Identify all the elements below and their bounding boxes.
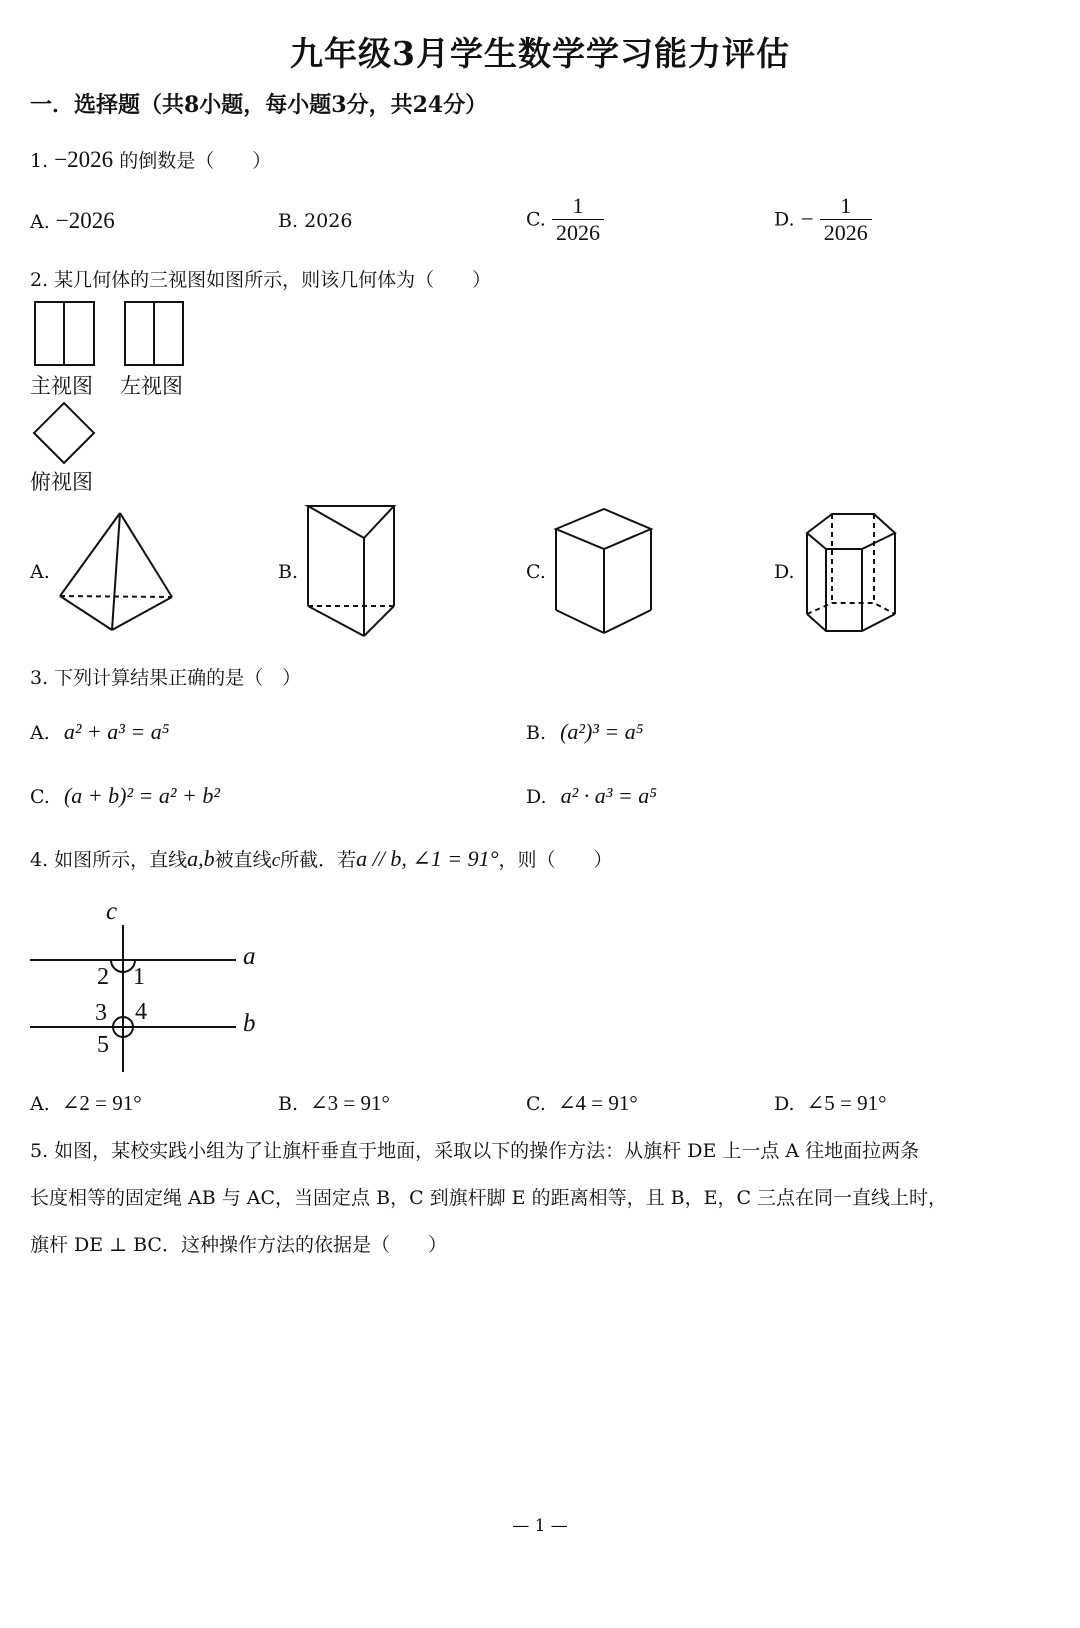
question-5-line-2: 长度相等的固定绳 AB 与 AC，当固定点 B，C 到旗杆脚 E 的距离相等，且 B，E，C 三点在同一直线上时， xyxy=(30,1187,948,1209)
line-name: c xyxy=(271,850,281,871)
option-letter: B. xyxy=(278,210,299,232)
front-view-figure xyxy=(35,302,94,365)
question-text: ，则（ ） xyxy=(498,849,613,871)
line-names: a,b xyxy=(187,846,215,871)
option-value: 2026 xyxy=(304,210,353,232)
question-text: 4. 如图所示，直线 xyxy=(30,849,188,871)
option-expr: a² · a³ = a⁵ xyxy=(560,783,657,808)
question-2: 2. 某几何体的三视图如图所示，则该几何体为（ ） xyxy=(30,269,492,291)
option-letter: A. xyxy=(30,722,50,744)
option-letter: D. xyxy=(774,208,795,231)
q4-option-c[interactable] xyxy=(526,1091,638,1116)
page-number: — 1 — xyxy=(512,1516,568,1536)
question-5-line-3: 旗杆 DE ⊥ BC．这种操作方法的依据是（ ） xyxy=(30,1234,447,1256)
option-expr: ∠2 = 91° xyxy=(61,1091,142,1115)
option-expr: ∠4 = 91° xyxy=(557,1091,638,1115)
figure-label-c: c xyxy=(106,898,118,925)
q4-option-d[interactable] xyxy=(774,1091,887,1116)
question-number: 1. xyxy=(30,150,49,172)
q4-lines-figure xyxy=(30,925,236,1072)
option-letter: B. xyxy=(526,722,547,744)
question-5 xyxy=(30,1128,1040,1269)
fraction-numerator: 1 xyxy=(820,193,872,220)
option-letter: A. xyxy=(30,211,50,233)
option-b-prism xyxy=(308,506,394,636)
question-3: 3. 下列计算结果正确的是（ ） xyxy=(30,667,302,689)
fraction-numerator: 1 xyxy=(552,193,604,220)
q3-option-d[interactable] xyxy=(526,783,657,809)
q2-option-c[interactable]: C. xyxy=(526,561,546,583)
question-5-line-1: 5. 如图，某校实践小组为了让旗杆垂直于地面，采取以下的操作方法：从旗杆 DE 上一点 A 往地面拉两条 xyxy=(30,1140,920,1162)
q2-option-b[interactable]: B. xyxy=(278,561,299,583)
q2-option-d[interactable]: D. xyxy=(774,561,795,583)
question-expr: −2026 xyxy=(54,147,114,172)
option-letter: D. xyxy=(774,1093,795,1115)
option-expr: ∠5 = 91° xyxy=(806,1091,887,1115)
top-view-figure xyxy=(34,403,94,463)
option-letter: D. xyxy=(526,786,547,808)
option-expr: a² + a³ = a⁵ xyxy=(63,719,170,744)
angle-label-4: 4 xyxy=(135,999,147,1025)
angle-label-2: 2 xyxy=(97,964,109,990)
option-value: −2026 xyxy=(55,208,115,233)
q3-option-b[interactable] xyxy=(526,719,643,745)
top-view-label: 俯视图 xyxy=(30,470,93,494)
front-view-label: 主视图 xyxy=(30,374,93,398)
option-expr: (a + b)² = a² + b² xyxy=(63,783,220,808)
question-text: 所截．若 xyxy=(280,849,357,871)
q4-option-a[interactable] xyxy=(30,1091,142,1116)
option-sign: − xyxy=(800,206,814,232)
section-heading: 一．选择题（共8小题，每小题3分，共24分） xyxy=(30,92,488,118)
page-title: 九年级3月学生数学学习能力评估 xyxy=(290,34,790,73)
q4-option-b[interactable] xyxy=(278,1091,390,1116)
option-letter: C. xyxy=(30,786,50,808)
option-c-cube xyxy=(556,509,651,633)
option-letter: C. xyxy=(526,1093,546,1115)
figure-label-b: b xyxy=(243,1010,256,1037)
question-4 xyxy=(30,845,612,872)
fraction-denominator: 2026 xyxy=(823,220,868,245)
option-expr: ∠3 = 91° xyxy=(310,1091,390,1115)
q2-option-a[interactable]: A. xyxy=(30,561,50,583)
question-text: 被直线 xyxy=(214,849,272,871)
angle-label-3: 3 xyxy=(95,1000,107,1026)
condition-expr: a // b, ∠1 = 91° xyxy=(356,846,499,871)
left-view-label: 左视图 xyxy=(120,374,183,398)
option-d-hex-prism xyxy=(807,514,895,631)
question-text: 的倒数是（ ） xyxy=(119,150,272,172)
option-expr: (a²)³ = a⁵ xyxy=(560,719,644,744)
angle-label-5: 5 xyxy=(97,1032,109,1058)
q3-option-c[interactable] xyxy=(30,783,220,809)
left-view-figure xyxy=(125,302,183,365)
option-letter: B. xyxy=(278,1093,299,1115)
option-a-pyramid xyxy=(60,513,172,630)
q3-option-a[interactable] xyxy=(30,719,169,745)
figure-label-a: a xyxy=(243,943,256,970)
angle-label-1: 1 xyxy=(133,964,145,990)
option-letter: C. xyxy=(526,208,546,231)
option-letter: A. xyxy=(30,1093,50,1115)
fraction-denominator: 2026 xyxy=(555,220,600,245)
